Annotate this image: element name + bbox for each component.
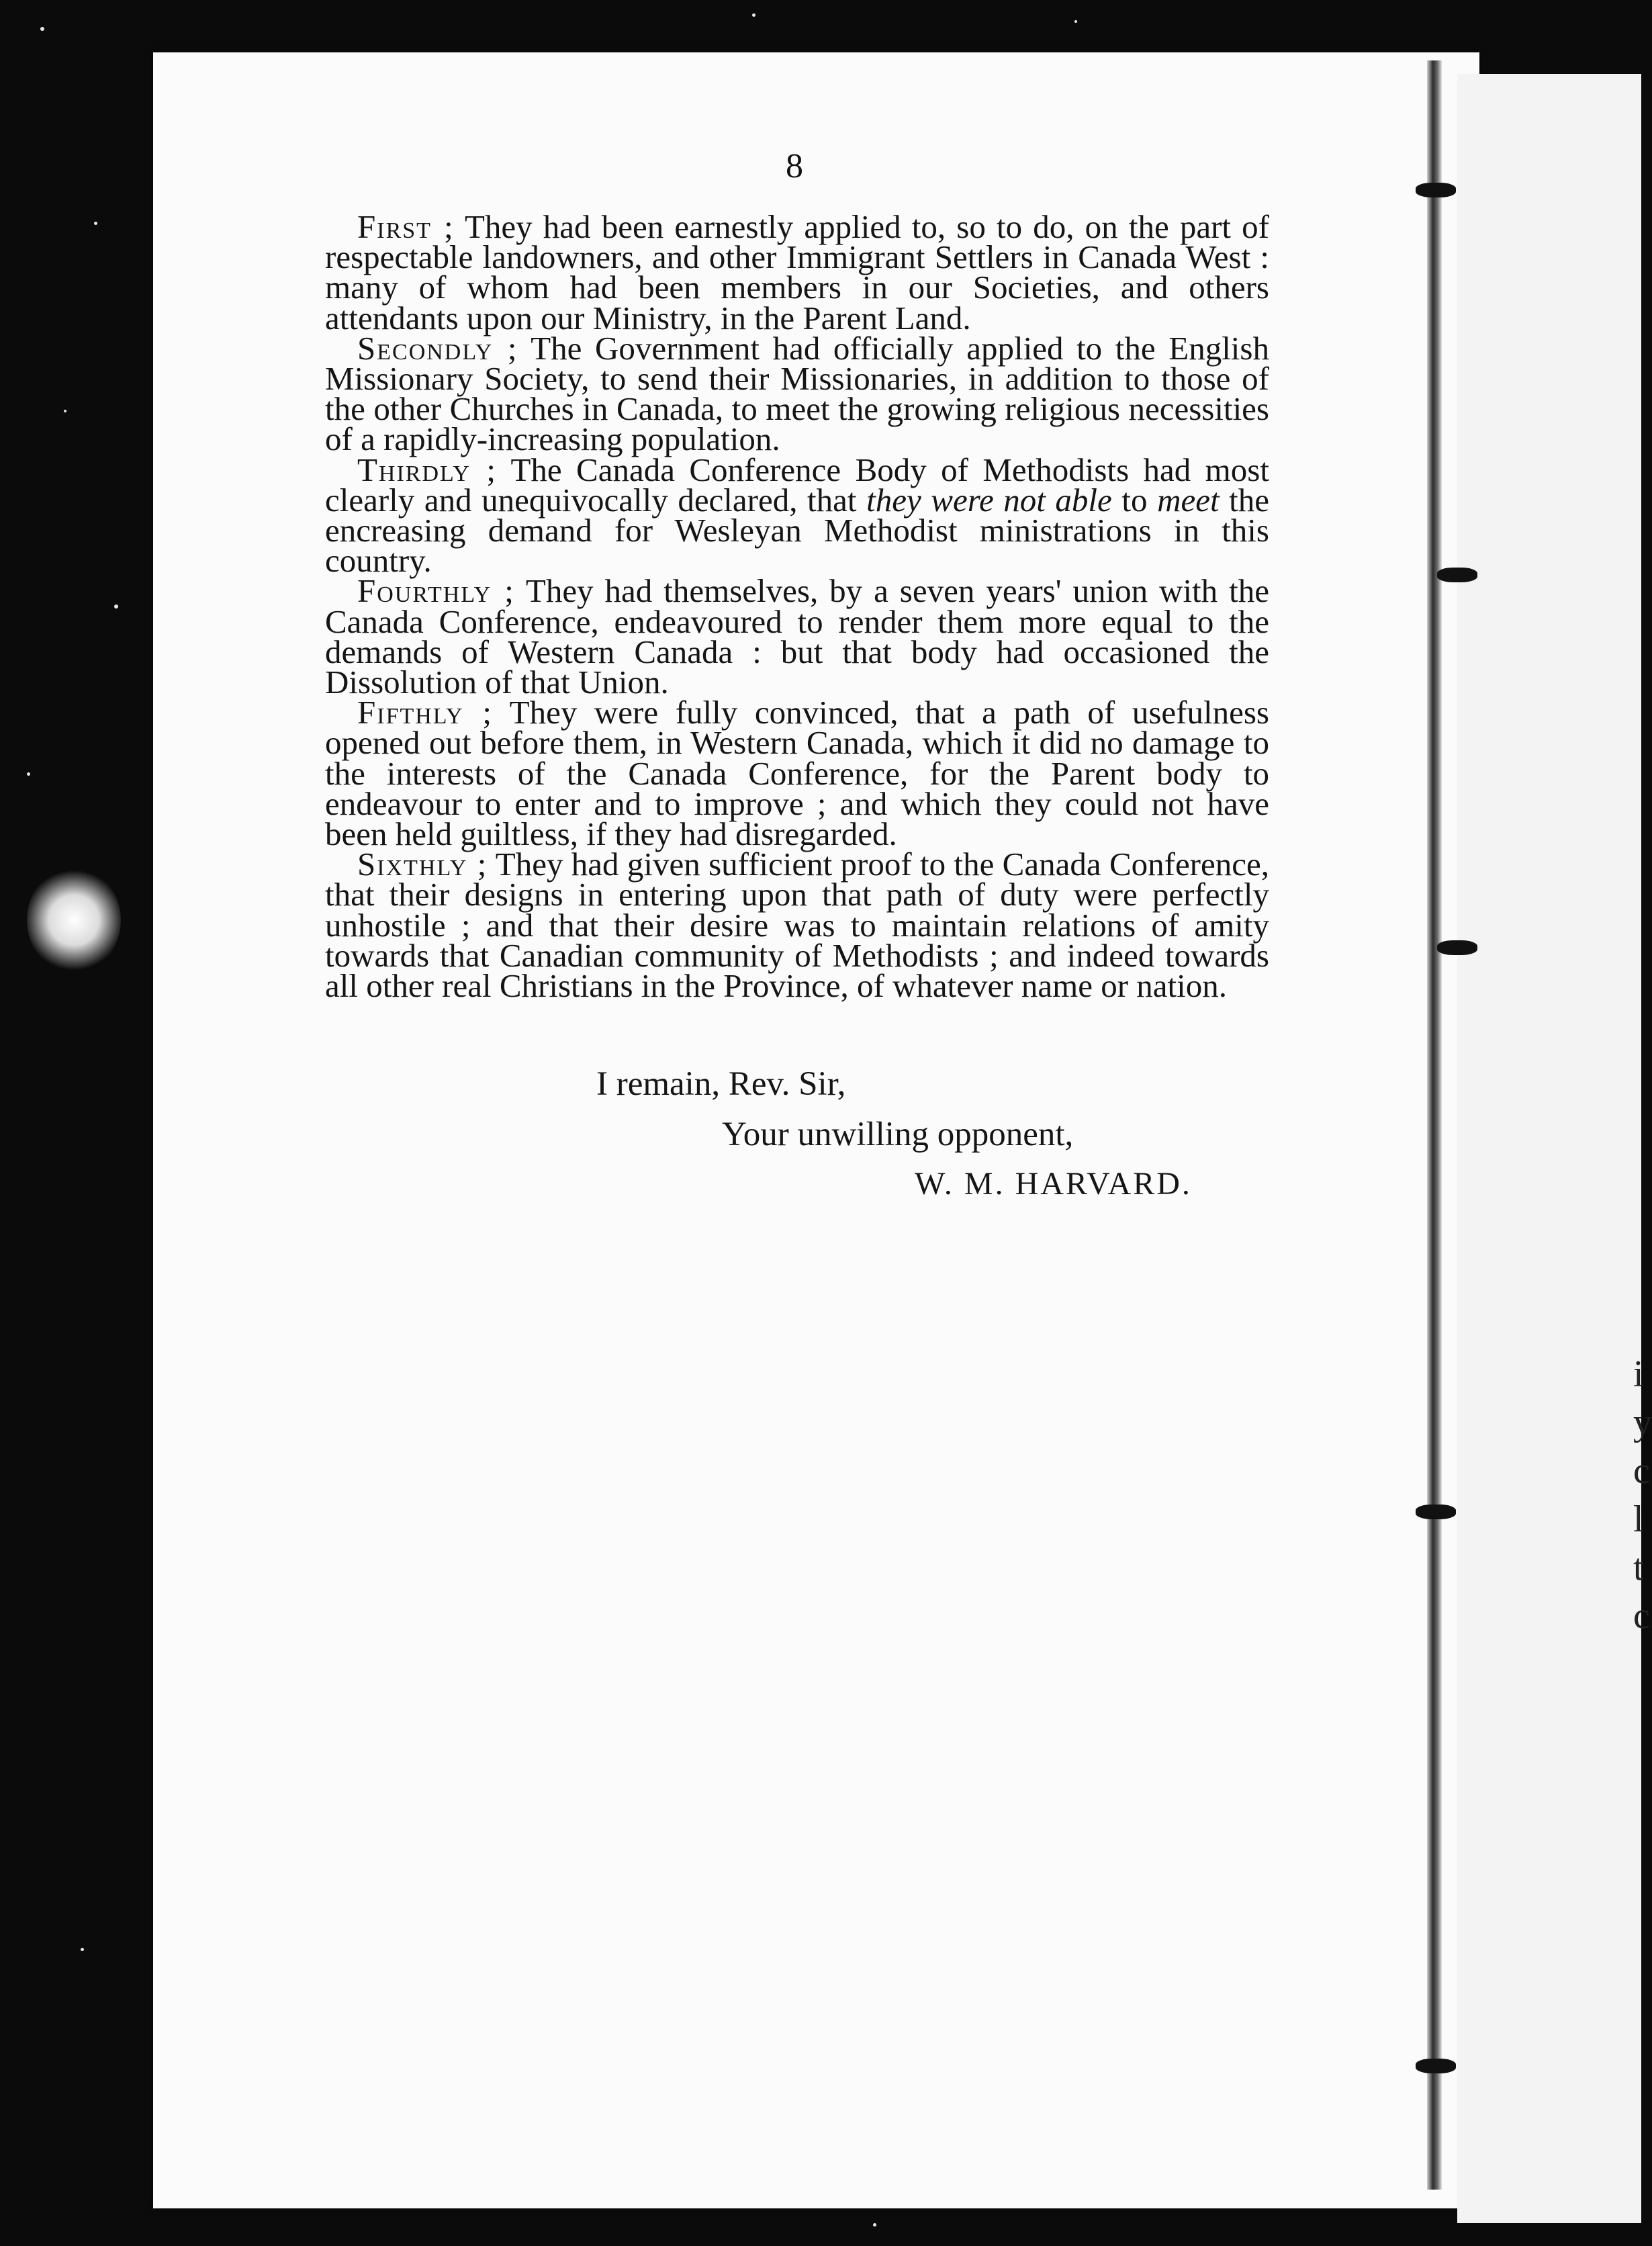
binding-stitch	[1437, 568, 1477, 582]
adjacent-page	[1457, 74, 1652, 2223]
page-gutter	[1427, 60, 1442, 2190]
paragraph-lead: First ;	[357, 208, 455, 245]
paragraph-text: They had themselves, by a seven years' union with the Canada Conference, endeavoured to render them more equal to the demands of Western Canada : but that body had occasioned the Dissolution of that Union.	[325, 572, 1269, 701]
paragraph-sixthly	[325, 846, 1270, 1005]
page-number: 8	[786, 147, 803, 185]
binding-stitch	[1416, 183, 1456, 197]
paragraph-lead: Fifthly ;	[357, 694, 493, 731]
paragraph-lead: Fourthly ;	[357, 572, 515, 610]
italic-emphasis: meet	[1157, 481, 1220, 519]
paragraph-fifthly	[325, 694, 1269, 853]
signature: W. M. HARVARD.	[915, 1166, 1192, 1202]
paragraph-text: the encreasing demand for Wesleyan Methodist ministrations in this country.	[325, 481, 1269, 580]
body-text	[325, 208, 1270, 1005]
binding-stitch	[1416, 2059, 1456, 2073]
adjacent-page-fragment: i y c l t c	[1633, 1353, 1652, 1637]
paragraph-text: They had been earnestly applied to, so to do, on the part of respectable landowners, and other Immigrant Settlers in Canada West : many of whom had been members in our Societies, and others attendants upon our Ministry, in the Parent Land.	[325, 208, 1269, 336]
closing-salutation: I remain, Rev. Sir,	[596, 1065, 846, 1103]
paragraph-text: They were fully convinced, that a path of usefulness opened out before them, in Western Canada, which it did no damage to the interests of the Canada Conference, for the Parent body to endeavour to enter and to improve ; and which they could not have been held guiltless, if they had disregarded.	[325, 694, 1269, 853]
paragraph-text: The Canada Conference Body of Methodists had most clearly and unequivocally declared, that	[325, 451, 1269, 519]
closing-valediction: Your unwilling opponent,	[722, 1116, 1074, 1153]
italic-emphasis: they were not able	[866, 481, 1112, 519]
binding-stitch	[1437, 940, 1477, 955]
paragraph-lead: Thirdly ;	[357, 451, 497, 488]
paragraph-secondly	[325, 329, 1269, 458]
paragraph-text: They had given sufficient proof to the Canada Conference, that their designs in entering upon that path of duty were perfectly unhostile ; and that their desire was to maintain relations of amity towards that Canadian community of Methodists ; and indeed towards all other real Christians in the Province, of whatever name or nation.	[325, 846, 1270, 1005]
binding-stitch	[1416, 1504, 1456, 1519]
paragraph-fourthly	[325, 572, 1269, 701]
paragraph-lead: Sixthly ;	[357, 846, 488, 883]
paragraph-text: to	[1111, 481, 1158, 519]
paragraph-text: The Government had officially applied to the English Missionary Society, to send their Missionaries, in addition to those of the other Churches in Canada, to meet the growing religious necessities of a rapidly-increasing population.	[325, 329, 1269, 458]
paragraph-thirdly	[325, 451, 1269, 580]
paragraph-first	[325, 208, 1269, 336]
paragraph-lead: Secondly ;	[357, 329, 518, 367]
